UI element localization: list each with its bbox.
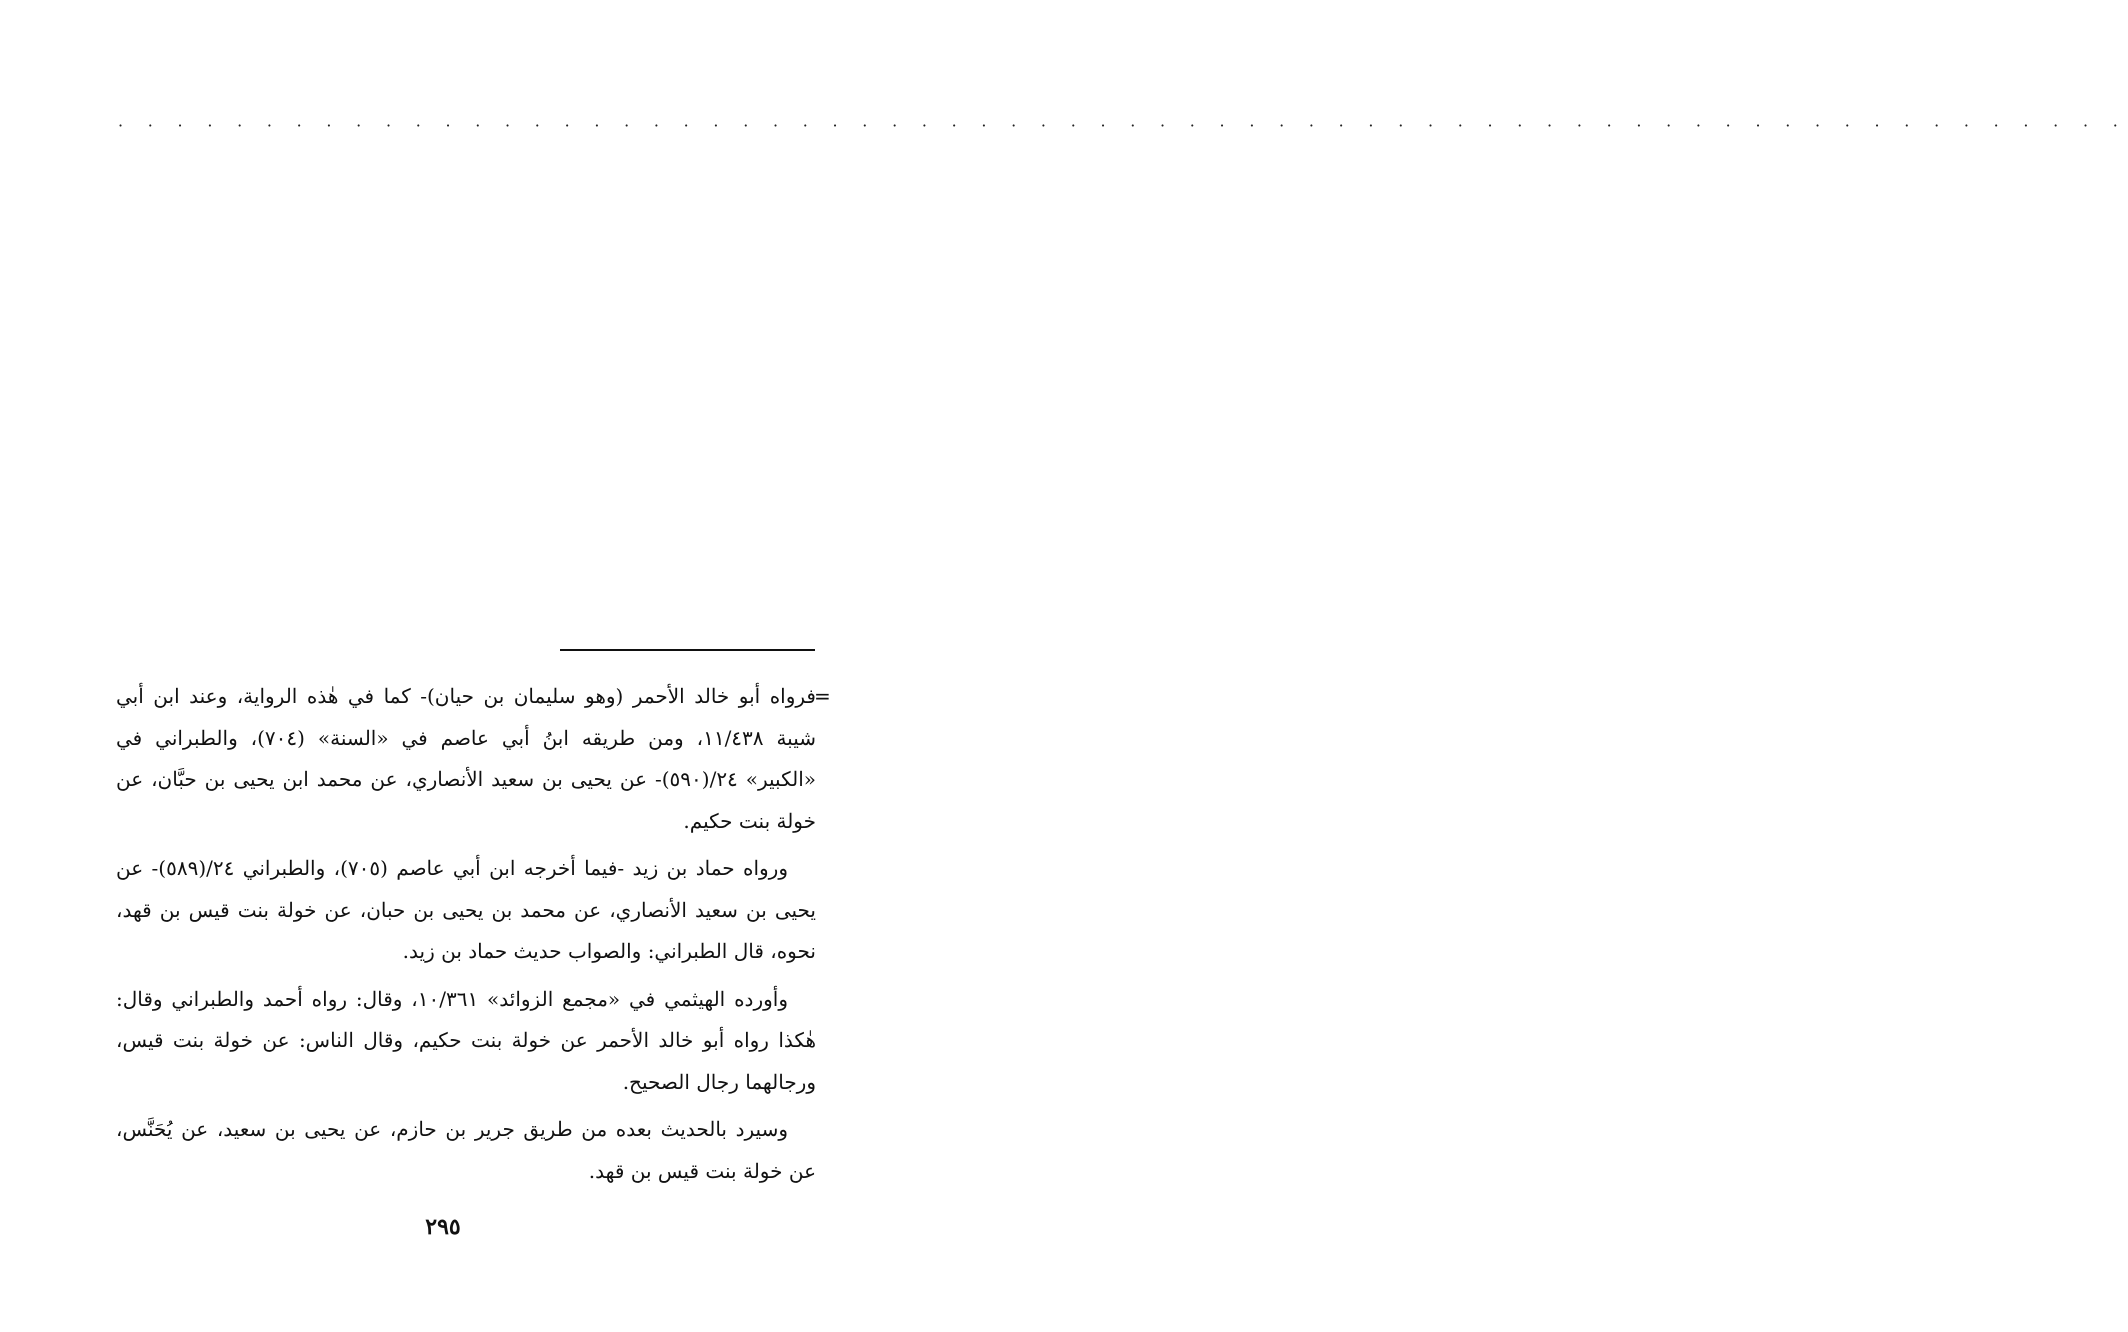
continuation-mark: = [814,684,831,708]
footnote-separator-line [560,649,815,651]
footnote-block [116,676,816,1198]
page-number: ٢٩٥ [425,1214,461,1240]
footnote-paragraph: وسيرد بالحديث بعده من طريق جرير بن حازم، عن يحيى بن سعيد، عن يُحَنَّس، عن خولة بنت قيس بن قهد. [116,1117,816,1183]
footnote-paragraph: فرواه أبو خالد الأحمر (وهو سليمان بن حيان)- كما في هٰذه الرواية، وعند ابن أبي شيبة ١١/٤٣٨، ومن طريقه ابنُ أبي عاصم في «السنة» (٧٠٤)، والطبراني في «الكبير» ٢٤/(٥٩٠)- عن يحيى بن سعيد الأنصاري، عن محمد ابن يحيى بن حبَّان، عن خولة بنت حكيم. [116,684,817,833]
dotted-separator: · · · · · · · · · · · · · · · · · · · · · · · · · · · · · · · · · · · · · · · · · · · · · · · · · · · · · · · · · · · · · · · · · · · · [118,116,2128,135]
footnote-paragraph: وأورده الهيثمي في «مجمع الزوائد» ١٠/٣٦١، وقال: رواه أحمد والطبراني وقال: هٰكذا رواه أبو خالد الأحمر عن خولة بنت حكيم، وقال الناس: عن خولة بنت قيس، ورجالهما رجال الصحيح. [116,986,816,1094]
footnote-paragraph: ورواه حماد بن زيد -فيما أخرجه ابن أبي عاصم (٧٠٥)، والطبراني ٢٤/(٥٨٩)- عن يحيى بن سعيد الأنصاري، عن محمد بن يحيى بن حبان، عن خولة بنت قيس بن قهد، نحوه، قال الطبراني: والصواب حديث حماد بن زيد. [116,856,816,963]
